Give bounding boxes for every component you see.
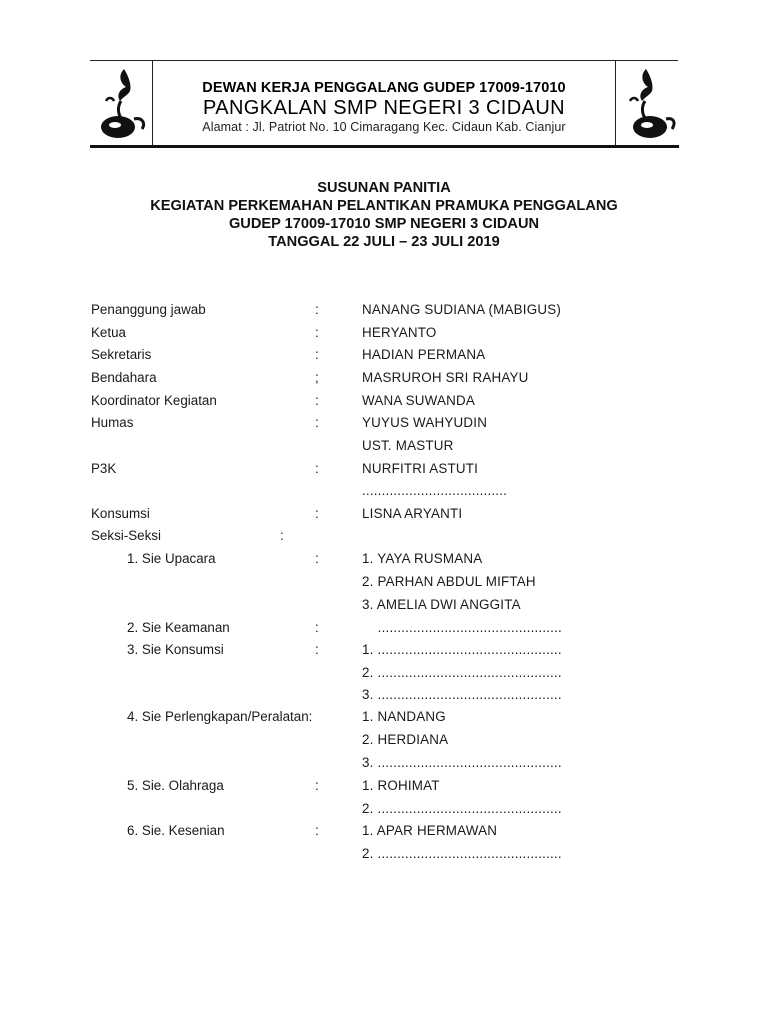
roster-row — [0, 777, 768, 799]
roster-row — [0, 392, 768, 414]
roster-row — [0, 754, 768, 776]
school-name: PANGKALAN SMP NEGERI 3 CIDAUN — [202, 97, 566, 119]
colon: : — [315, 506, 319, 521]
member-name: 2. HERDIANA — [362, 732, 449, 747]
member-name: 1. ............................................... — [362, 642, 562, 657]
member-name: 1. APAR HERMAWAN — [362, 823, 498, 838]
roster-row — [0, 619, 768, 641]
member-name: NURFITRI ASTUTI — [362, 461, 479, 476]
role-label: Seksi-Seksi — [91, 528, 161, 543]
title-line-1: SUSUNAN PANITIA — [317, 180, 451, 196]
roster-row — [0, 664, 768, 686]
colon: ; — [315, 370, 319, 385]
title-line-4: TANGGAL 22 JULI – 23 JULI 2019 — [268, 234, 500, 250]
organization-name: DEWAN KERJA PENGGALANG GUDEP 17009-17010 — [202, 80, 566, 96]
roster-row — [0, 731, 768, 753]
member-name: 1. YAYA RUSMANA — [362, 551, 483, 566]
member-name: 3. ............................................... — [362, 687, 562, 702]
role-label: Bendahara — [91, 370, 157, 385]
roster-row — [0, 346, 768, 368]
member-name: UST. MASTUR — [362, 438, 454, 453]
address: Alamat : Jl. Patriot No. 10 Cimaragang Kec. Cidaun Kab. Cianjur — [202, 120, 566, 134]
section-label: 3. Sie Konsumsi — [127, 642, 224, 657]
colon: : — [315, 642, 319, 657]
roster-row — [0, 573, 768, 595]
colon: : — [315, 347, 319, 362]
colon: : — [315, 778, 319, 793]
role-label: Konsumsi — [91, 506, 150, 521]
roster-row — [0, 414, 768, 436]
role-label: P3K — [91, 461, 117, 476]
roster-row — [0, 482, 768, 504]
roster-row — [0, 822, 768, 844]
member-name: HADIAN PERMANA — [362, 347, 486, 362]
role-label: Ketua — [91, 325, 126, 340]
member-name: 1. NANDANG — [362, 709, 446, 724]
section-label: 5. Sie. Olahraga — [127, 778, 224, 793]
member-name: 2. ............................................... — [362, 846, 562, 861]
roster-row — [0, 505, 768, 527]
colon: : — [315, 302, 319, 317]
member-name: ............................................... — [362, 620, 562, 635]
member-name: 2. ............................................... — [362, 665, 562, 680]
member-name: MASRUROH SRI RAHAYU — [362, 370, 529, 385]
role-label: Penanggung jawab — [91, 302, 206, 317]
section-label: 6. Sie. Kesenian — [127, 823, 225, 838]
colon: : — [315, 461, 319, 476]
member-name: WANA SUWANDA — [362, 393, 476, 408]
colon: : — [315, 393, 319, 408]
colon: : — [315, 325, 319, 340]
role-label: Humas — [91, 415, 134, 430]
member-name: 3. ............................................... — [362, 755, 562, 770]
role-label: Koordinator Kegiatan — [91, 393, 217, 408]
colon: : — [315, 551, 319, 566]
section-label: 2. Sie Keamanan — [127, 620, 230, 635]
role-label: Sekretaris — [91, 347, 152, 362]
roster-row — [0, 641, 768, 663]
roster-row — [0, 596, 768, 618]
colon: : — [315, 620, 319, 635]
member-name: HERYANTO — [362, 325, 437, 340]
member-name: 1. ROHIMAT — [362, 778, 440, 793]
colon: : — [315, 823, 319, 838]
section-label: 4. Sie Perlengkapan/Peralatan: — [127, 709, 313, 724]
roster-row — [0, 550, 768, 572]
roster-row — [0, 369, 768, 391]
member-name: ..................................... — [362, 483, 508, 498]
roster-row — [0, 460, 768, 482]
roster-row — [0, 437, 768, 459]
title-line-3: GUDEP 17009-17010 SMP NEGERI 3 CIDAUN — [228, 216, 540, 232]
roster-row — [0, 324, 768, 346]
member-name: 3. AMELIA DWI ANGGITA — [362, 597, 521, 612]
roster-row — [0, 845, 768, 867]
roster-row — [0, 708, 768, 730]
roster-row — [0, 686, 768, 708]
colon: : — [315, 415, 319, 430]
member-name: 2. ............................................... — [362, 801, 562, 816]
title-line-2: KEGIATAN PERKEMAHAN PELANTIKAN PRAMUKA PENGGALANG — [150, 198, 618, 214]
colon: : — [280, 528, 284, 543]
roster-row — [0, 301, 768, 323]
section-label: 1. Sie Upacara — [127, 551, 216, 566]
member-name: 2. PARHAN ABDUL MIFTAH — [362, 574, 536, 589]
member-name: LISNA ARYANTI — [362, 506, 463, 521]
roster-row — [0, 527, 768, 549]
member-name: YUYUS WAHYUDIN — [362, 415, 488, 430]
roster-row — [0, 800, 768, 822]
member-name: NANANG SUDIANA (MABIGUS) — [362, 302, 561, 317]
